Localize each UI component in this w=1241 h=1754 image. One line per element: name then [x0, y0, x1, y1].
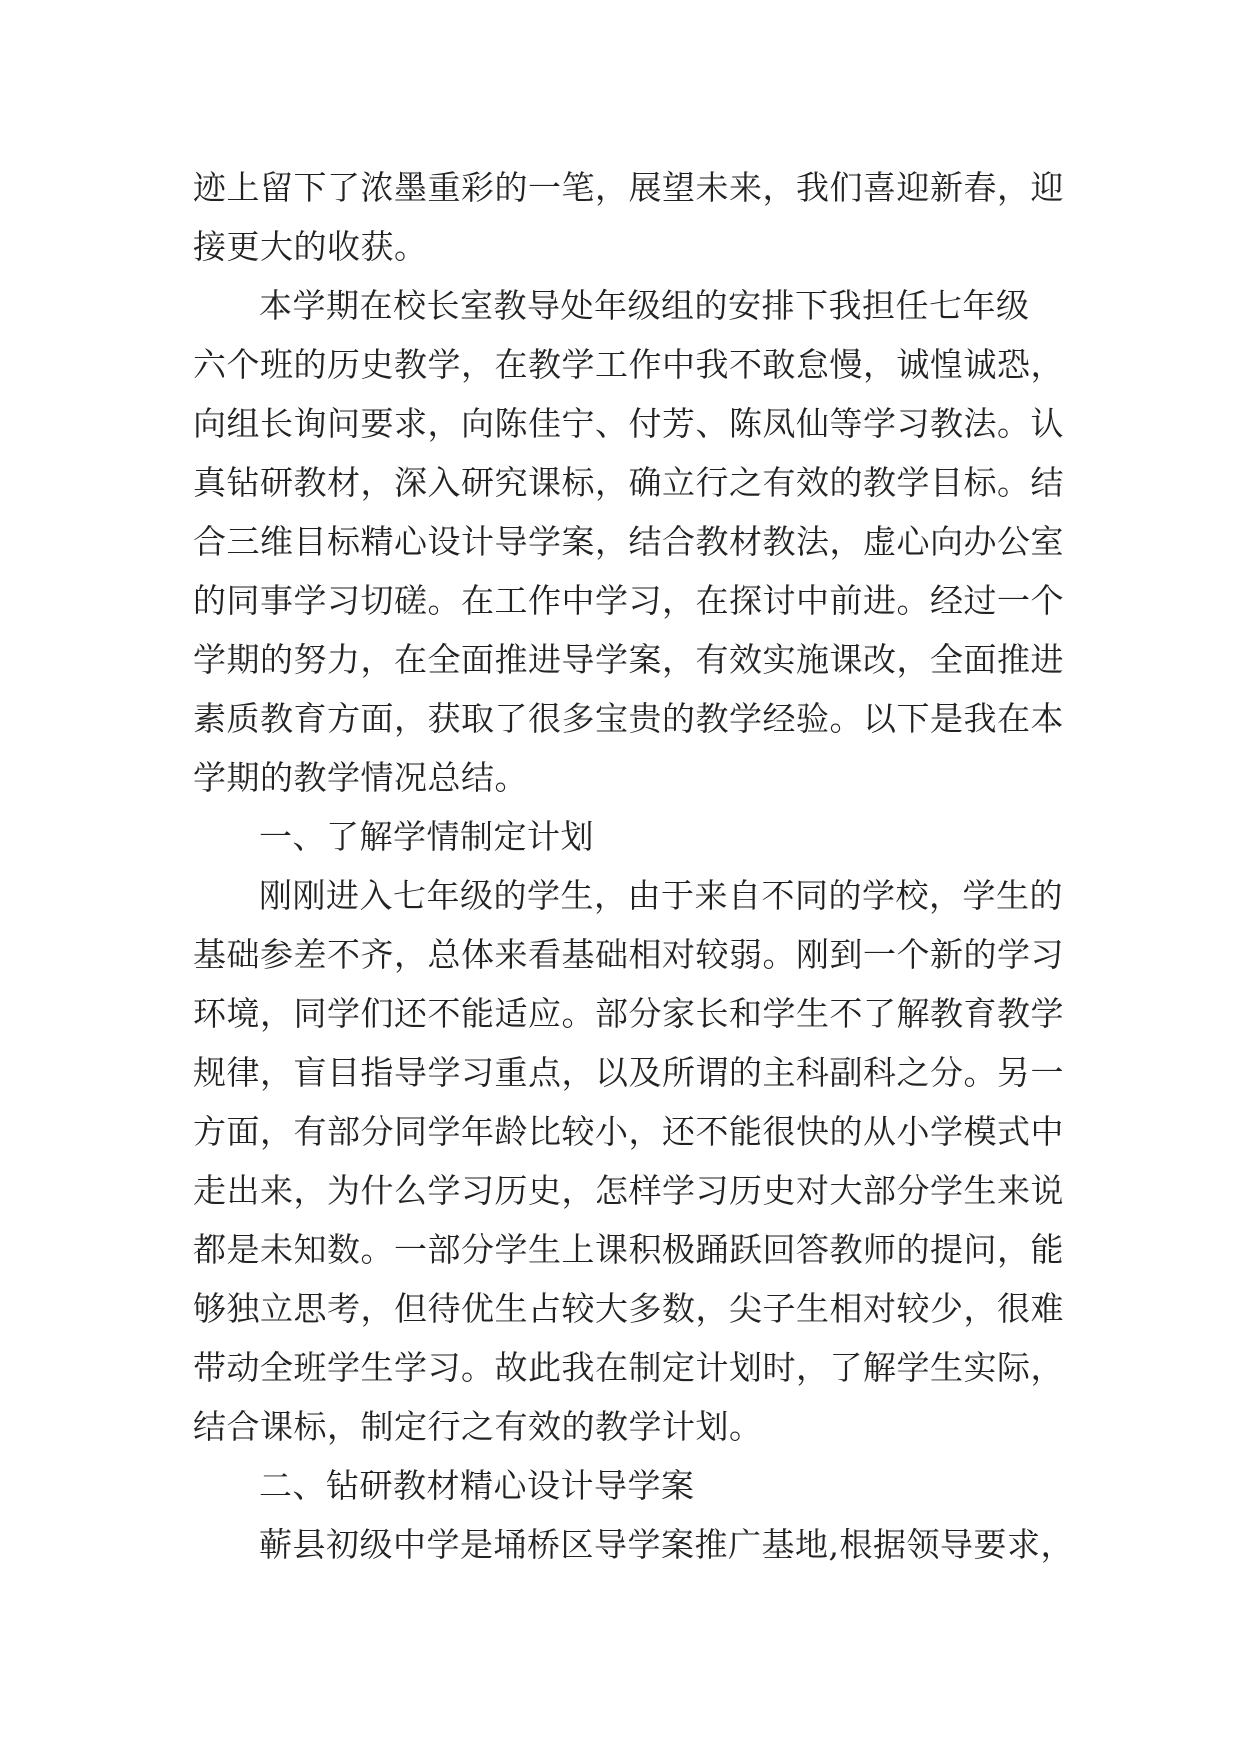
text-line: 学期的教学情况总结。 — [193, 758, 528, 797]
body-text — [193, 158, 1074, 1574]
text-line: 合三维目标精心设计导学案，结合教材教法，虚心向办公室 — [193, 522, 1064, 561]
text-line: 接更大的收获。 — [193, 227, 428, 266]
text-line: 规律，盲目指导学习重点，以及所谓的主科副科之分。另一 — [193, 1053, 1064, 1092]
text-line: 真钻研教材，深入研究课标，确立行之有效的教学目标。结 — [193, 463, 1064, 502]
text-line: 带动全班学生学习。故此我在制定计划时，了解学生实际， — [193, 1348, 1064, 1387]
text-line: 六个班的历史教学，在教学工作中我不敢怠慢，诚惶诚恐， — [193, 345, 1064, 384]
text-line: 结合课标，制定行之有效的教学计划。 — [193, 1407, 763, 1446]
text-line: 向组长询问要求，向陈佳宁、付芳、陈凤仙等学习教法。认 — [193, 404, 1064, 443]
text-line: 走出来，为什么学习历史，怎样学习历史对大部分学生来说 — [193, 1171, 1064, 1210]
text-line: 环境，同学们还不能适应。部分家长和学生不了解教育教学 — [193, 994, 1064, 1033]
paragraph-start-line: 蕲县初级中学是埇桥区导学案推广基地,根据领导要求， — [259, 1525, 1074, 1564]
text-line: 迹上留下了浓墨重彩的一笔，展望未来，我们喜迎新春，迎 — [193, 168, 1064, 207]
text-line: 素质教育方面，获取了很多宝贵的教学经验。以下是我在本 — [193, 699, 1064, 738]
text-line: 够独立思考，但待优生占较大多数，尖子生相对较少，很难 — [193, 1289, 1064, 1328]
text-line: 基础参差不齐，总体来看基础相对较弱。刚到一个新的学习 — [193, 935, 1064, 974]
text-line: 都是未知数。一部分学生上课积极踊跃回答教师的提问，能 — [193, 1230, 1064, 1269]
section-heading: 一、了解学情制定计划 — [259, 817, 594, 856]
text-line: 方面，有部分同学年龄比较小，还不能很快的从小学模式中 — [193, 1112, 1064, 1151]
paragraph-start-line: 本学期在校长室教导处年级组的安排下我担任七年级 — [259, 286, 1030, 325]
section-heading: 二、钻研教材精心设计导学案 — [259, 1466, 695, 1505]
text-line: 的同事学习切磋。在工作中学习，在探讨中前进。经过一个 — [193, 581, 1064, 620]
text-line: 学期的努力，在全面推进导学案，有效实施课改，全面推进 — [193, 640, 1064, 679]
paragraph-start-line: 刚刚进入七年级的学生，由于来自不同的学校，学生的 — [259, 876, 1063, 915]
